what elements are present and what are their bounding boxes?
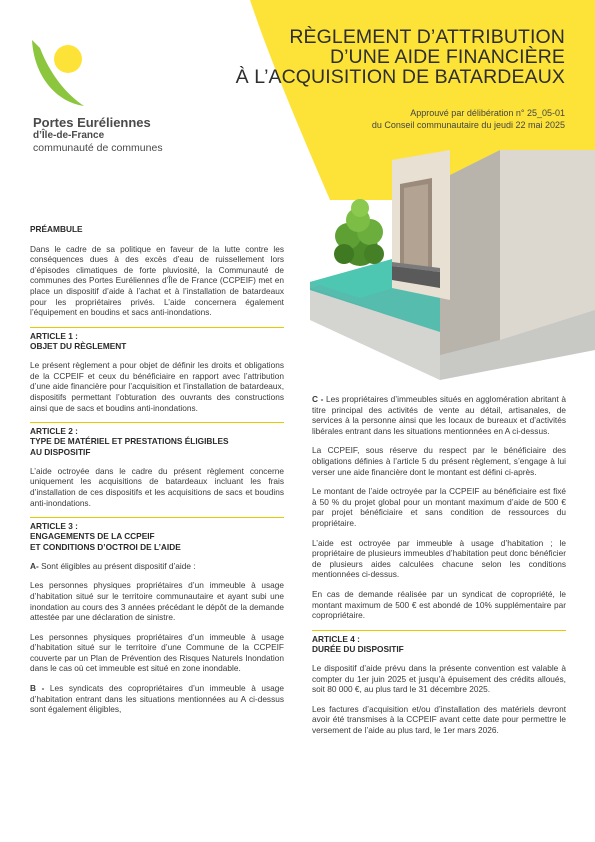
logo-organization: communauté de communes: [33, 142, 163, 154]
approval-note: [265, 107, 565, 131]
article-3-section-a: [30, 561, 284, 572]
article-3-paragraph-6: En cas de demande réalisée par un syndicat de copropriété, le montant maximum de 500 € est abondé de 10% supplémentaire par copropriétaire.: [312, 588, 566, 621]
article-3-section-c: [312, 394, 566, 436]
section-c-text: Les propriétaires d’immeubles situés en agglomération abritant à titre principal des activités de vente au détail, artisanales, de services à la personne ainsi que les locaux de bureaux et d’activités libérales entrant dans les situations mentionnées en A ci-dessus.: [312, 394, 566, 436]
article-4-number: ARTICLE 4 :: [312, 633, 360, 644]
article-3-title-line-1: ENGAGEMENTS DE LA CCPEIF: [30, 531, 155, 542]
article-3-number: ARTICLE 3 :: [30, 521, 78, 532]
left-column: [30, 224, 284, 724]
document-title: [235, 27, 565, 87]
article-3-section-b: [30, 683, 284, 715]
title-line-3: À L’ACQUISITION DE BATARDEAUX: [235, 66, 565, 88]
section-a-text: Sont éligibles au présent dispositif d’aide :: [38, 560, 196, 571]
article-3-paragraph-3: La CCPEIF, sous réserve du respect par le bénéficiaire des obligations définies à l’article 5 du présent règlement, s’engage à lui verser une aide financière dont le montant est défini ci-après.: [312, 445, 566, 477]
approval-line-1: Approuvé par délibération n° 25_05-01: [410, 108, 565, 118]
article-3-paragraph-5: L’aide est octroyée par immeuble à usage d’habitation ; le propriétaire de plusieurs immeubles d’habitation peut donc bénéficier de plusieurs aides calculées chacune selon les conditions mentionnées ci-dessus.: [312, 537, 566, 580]
article-4-paragraph-2: Les factures d’acquisition et/ou d’installation des matériels devront avoir été transmises à la CCPEIF avant cette date pour permettre le versement de l’aide au plus tard, le 1er mars 2026.: [312, 703, 566, 736]
logo-subname: d’Île-de-France: [33, 130, 105, 141]
section-c-label: C -: [312, 394, 324, 404]
right-column: [312, 394, 566, 745]
article-4-header: [312, 630, 566, 654]
section-a-label: A-: [30, 560, 39, 571]
article-2-title-line-2: AU DISPOSITIF: [30, 446, 91, 457]
article-1-number: ARTICLE 1 :: [30, 330, 78, 341]
article-4-title: DURÉE DU DISPOSITIF: [312, 643, 404, 654]
article-2-header: [30, 422, 284, 457]
article-3-title-line-2: ET CONDITIONS D’OCTROI DE L’AIDE: [30, 541, 181, 552]
logo-mark: [26, 36, 176, 116]
article-4-paragraph-1: Le dispositif d’aide prévu dans la présente convention est valable à compter du 1er juin 2025 et jusqu’à épuisement des crédits alloués, soit 80 000 €, au plus tard le 31 décembre 2025.: [312, 663, 566, 695]
approval-line-2: du Conseil communautaire du jeudi 22 mai 2025: [371, 120, 565, 130]
article-3-paragraph-2: Les personnes physiques propriétaires d’un immeuble à usage d’habitation situé sur le territoire d’une Commune de la CCPEIF couverte par un Plan de Prévention des Risques Naturels Inondation dans le cas où cet immeuble est situé en zone inondable.: [30, 631, 284, 674]
preamble-text: Dans le cadre de sa politique en faveur de la lutte contre les conséquences dues à des excès d’eau de ruissellement lors d’épisodes climatiques de forte pluviosité, la Communauté de communes des Portes Euréliennes d’Île de France (CCPEIF) met en place un dispositif d’aide à l’achat et à l’installation de batardeaux pour les propriétaires privés. L’aide concernera également l’équipement en boudins et sacs anti-inondations.: [30, 243, 284, 318]
flood-barrier-illustration: [300, 150, 595, 380]
section-b-text: Les syndicats des copropriétaires d’un immeuble à usage d’habitation entrant dans les situations mentionnées au A ci-dessus sont également éligibles,: [30, 683, 284, 715]
title-line-2: D’UNE AIDE FINANCIÈRE: [329, 46, 565, 68]
section-b-label: B -: [30, 683, 45, 694]
article-3-header: [30, 517, 284, 552]
article-3-paragraph-4: Le montant de l’aide octroyée par la CCPEIF au bénéficiaire est fixé à 50 % du projet global pour un montant maximum d’aide de 500 € par projet bénéficiaire et sans condition de ressources du propriétaire.: [312, 486, 566, 528]
article-2-title-line-1: TYPE DE MATÉRIEL ET PRESTATIONS ÉLIGIBLES: [30, 436, 229, 447]
article-2-number: ARTICLE 2 :: [30, 426, 78, 437]
article-2-text: L’aide octroyée dans le cadre du présent règlement concerne uniquement les acquisitions de batardeaux incluant les frais d’installation de ces dispositifs et les acquisitions de sacs et boudins anti-inondations.: [30, 465, 284, 508]
article-1-text: Le présent règlement a pour objet de définir les droits et obligations de la CCPEIF et ceux du bénéficiaire en rapport avec l’attribution d’une aide financière pour l’acquisition et l’installation de batardeaux, dispositifs permettant l’obturation des ouvrants des constructions ainsi que de sacs et boudins anti-inondations.: [30, 360, 284, 413]
article-3-paragraph-1: Les personnes physiques propriétaires d’un immeuble à usage d’habitation situé sur le territoire communautaire et ayant subi une inondation au cours des 3 années précédant le dépôt de la demande attestée par une déclaration de sinistre.: [30, 580, 284, 623]
title-line-1: RÈGLEMENT D’ATTRIBUTION: [289, 26, 565, 48]
article-1-header: [30, 327, 284, 351]
article-1-title: OBJET DU RÈGLEMENT: [30, 340, 127, 351]
preamble-title: PRÉAMBULE: [30, 224, 83, 234]
logo-name: Portes Euréliennes: [33, 115, 151, 130]
